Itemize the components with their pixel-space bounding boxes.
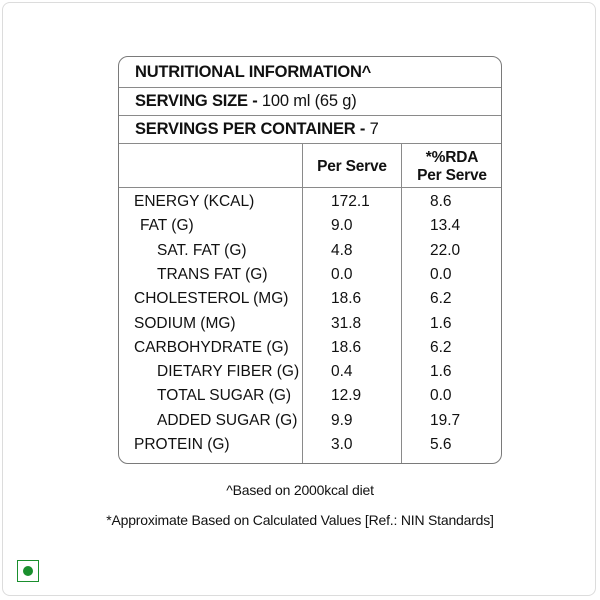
table-row [119,214,501,238]
table-row [119,433,501,457]
servings-line [135,116,493,142]
table-row [119,360,501,384]
label-title: NUTRITIONAL INFORMATION^ [135,63,372,81]
veg-mark-icon [17,560,39,582]
nutrient-rda: 0.0 [430,265,452,283]
table-row [119,239,501,263]
nutrient-name: SAT. FAT (G) [157,241,247,259]
nutrient-name: TOTAL SUGAR (G) [157,387,292,405]
nutrient-per-serve: 0.4 [331,363,353,381]
nutrient-per-serve: 4.8 [331,241,353,259]
diet-footnote: ^Based on 2000kcal diet [226,482,374,498]
nutrient-name: ENERGY (KCAL) [134,193,255,210]
nutrient-name: ADDED SUGAR (G) [157,411,298,429]
nutrient-per-serve: 31.8 [331,314,362,332]
nutrient-per-serve: 0.0 [331,265,353,283]
nutrient-rda: 6.2 [430,290,452,308]
divider [119,187,501,188]
nutrition-table [118,56,502,464]
nutrient-name: CARBOHYDRATE (G) [134,338,289,356]
table-row [119,312,501,336]
table-row [119,190,501,214]
nutrient-name: TRANS FAT (G) [157,265,268,283]
table-row [119,409,501,433]
nutrient-rda: 22.0 [430,241,461,259]
serving-size-line [135,88,493,114]
nutrient-per-serve: 3.0 [331,436,353,453]
column-header-rda-line2: Per Serve [417,167,487,184]
table-row [119,263,501,287]
nutrient-rda: 1.6 [430,314,452,332]
column-header-per-serve [303,145,401,189]
nutrient-per-serve: 12.9 [331,387,362,405]
nutrient-per-serve: 172.1 [331,193,370,210]
nutrient-name: DIETARY FIBER (G) [157,363,300,381]
divider [119,143,501,144]
nutrient-rda: 5.6 [430,436,452,453]
servings-label: SERVINGS PER CONTAINER - [135,120,370,138]
nutrient-name: SODIUM (MG) [134,314,236,332]
nutrient-per-serve: 9.0 [331,217,353,235]
nutrient-name: CHOLESTEROL (MG) [134,290,289,308]
column-header-rda-line1: *%RDA [425,149,479,166]
nutrient-rda: 13.4 [430,217,461,235]
table-row [119,287,501,311]
serving-size-label: SERVING SIZE - [135,92,262,110]
nutrient-name: FAT (G) [140,217,194,235]
nutrient-per-serve: 18.6 [331,338,362,356]
nutrient-rda: 19.7 [430,411,461,429]
nutrient-rda: 0.0 [430,387,452,405]
table-row [119,384,501,408]
serving-size-value: 100 ml (65 g) [261,92,357,110]
column-header-per-serve-label: Per Serve [317,158,387,175]
nutrient-rda: 6.2 [430,338,452,356]
nutrient-name: PROTEIN (G) [134,436,230,453]
servings-value: 7 [369,120,379,138]
nutrient-rda: 1.6 [430,363,452,381]
nutrient-rda: 8.6 [430,193,452,210]
column-header-rda [402,145,502,189]
approx-footnote: *Approximate Based on Calculated Values [Ref.: NIN Standards] [106,512,494,528]
nutrient-per-serve: 18.6 [331,290,362,308]
nutrient-per-serve: 9.9 [331,411,353,429]
table-row [119,336,501,360]
veg-mark-dot [23,566,33,576]
